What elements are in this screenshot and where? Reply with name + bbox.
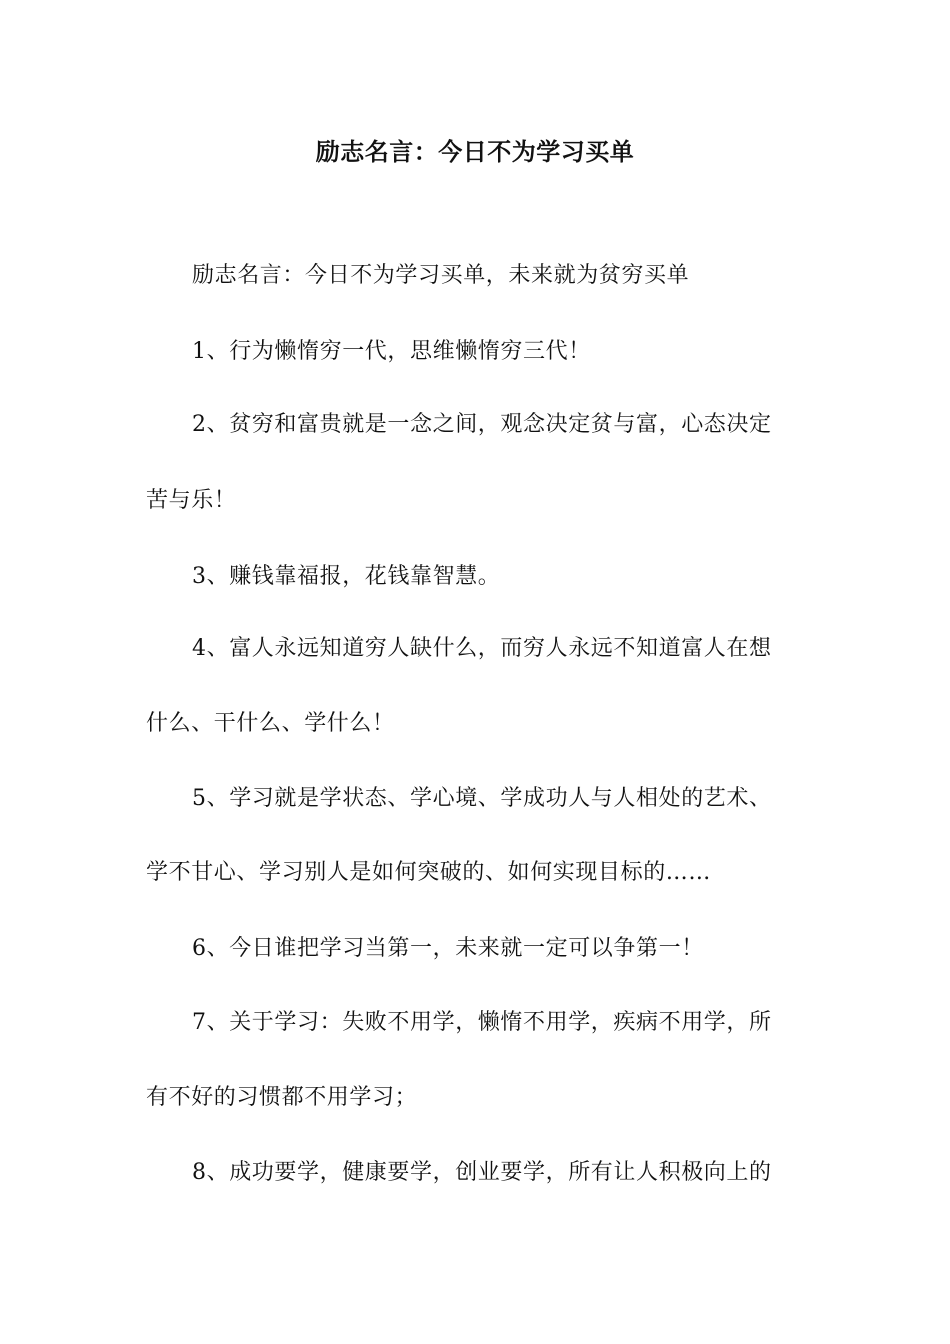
- text-line-quote-8: 8、成功要学，健康要学，创业要学，所有让人积极向上的: [192, 1160, 772, 1185]
- text-line-quote-7-cont: 有不好的习惯都不用学习；: [146, 1085, 418, 1110]
- text-line-quote-2-cont: 苦与乐！: [146, 488, 237, 513]
- text-line-quote-6: 6、今日谁把学习当第一，未来就一定可以争第一！: [192, 936, 704, 961]
- text-line-quote-3: 3、赚钱靠福报，花钱靠智慧。: [192, 564, 501, 589]
- text-line-quote-2: 2、贫穷和富贵就是一念之间，观念决定贫与富，心态决定: [192, 412, 772, 437]
- text-line-quote-5-cont: 学不甘心、学习别人是如何突破的、如何实现目标的……: [146, 860, 712, 885]
- text-line-quote-4: 4、富人永远知道穷人缺什么，而穷人永远不知道富人在想: [192, 636, 772, 661]
- text-line-intro: 励志名言：今日不为学习买单，未来就为贫穷买单: [192, 263, 690, 288]
- text-line-quote-5: 5、学习就是学状态、学心境、学成功人与人相处的艺术、: [192, 786, 772, 811]
- text-line-quote-7: 7、关于学习：失败不用学，懒惰不用学，疾病不用学，所: [192, 1010, 772, 1035]
- document-title: 励志名言：今日不为学习买单: [315, 137, 635, 166]
- text-line-quote-1: 1、行为懒惰穷一代，思维懒惰穷三代！: [192, 339, 591, 364]
- text-line-quote-4-cont: 什么、干什么、学什么！: [146, 711, 395, 736]
